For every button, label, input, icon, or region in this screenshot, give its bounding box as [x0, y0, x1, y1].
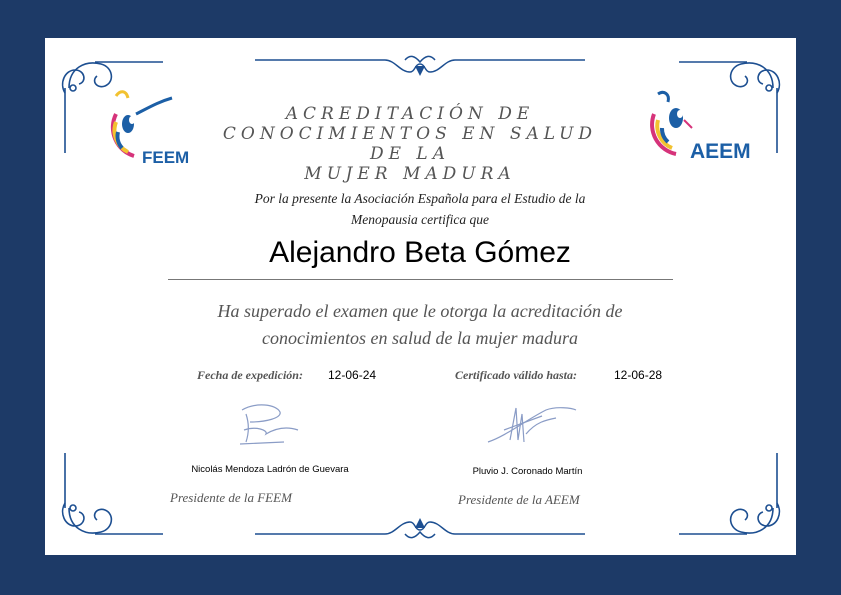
title-line-1: ACREDITACIÓN DE	[285, 104, 535, 124]
feem-logo-text: FEEM	[142, 148, 190, 167]
feem-logo	[96, 84, 196, 170]
certificate-title	[200, 104, 620, 184]
bottom-center-ornament	[255, 512, 585, 542]
statement-line-1: Ha superado el examen que le otorga la acreditación de	[217, 301, 623, 321]
recipient-name: Alejandro Beta Gómez	[269, 236, 571, 269]
issue-date-value: 12-06-24	[328, 368, 377, 382]
recipient-name-underline	[168, 279, 673, 280]
intro-text	[200, 188, 640, 230]
aeem-logo-text: AEEM	[690, 140, 751, 163]
aeem-logo	[636, 86, 761, 166]
signer-name-feem: Nicolás Mendoza Ladrón de Guevara	[191, 464, 349, 475]
issue-date-label: Fecha de expedición:	[197, 368, 303, 382]
signature-aeem	[486, 400, 581, 450]
signature-feem	[236, 400, 306, 450]
title-line-3: MUJER MADURA	[304, 164, 516, 184]
signer-name-aeem: Pluvio J. Coronado Martín	[472, 466, 583, 477]
statement-line-2: conocimientos en salud de la mujer madura	[262, 328, 578, 348]
corner-ornament-bottom-left	[55, 448, 175, 548]
valid-until-label: Certificado válido hasta:	[455, 368, 577, 382]
signer-role-aeem: Presidente de la AEEM	[458, 492, 580, 507]
top-center-ornament	[255, 52, 585, 82]
accreditation-statement	[190, 298, 650, 352]
intro-line-1: Por la presente la Asociación Española para el Estudio de la	[254, 191, 586, 206]
intro-line-2: Menopausia certifica que	[351, 212, 489, 227]
corner-ornament-bottom-right	[667, 448, 787, 548]
valid-until-value: 12-06-28	[614, 368, 663, 382]
signer-role-feem: Presidente de la FEEM	[170, 490, 292, 505]
title-line-2: CONOCIMIENTOS EN SALUD DE LA	[222, 124, 598, 164]
